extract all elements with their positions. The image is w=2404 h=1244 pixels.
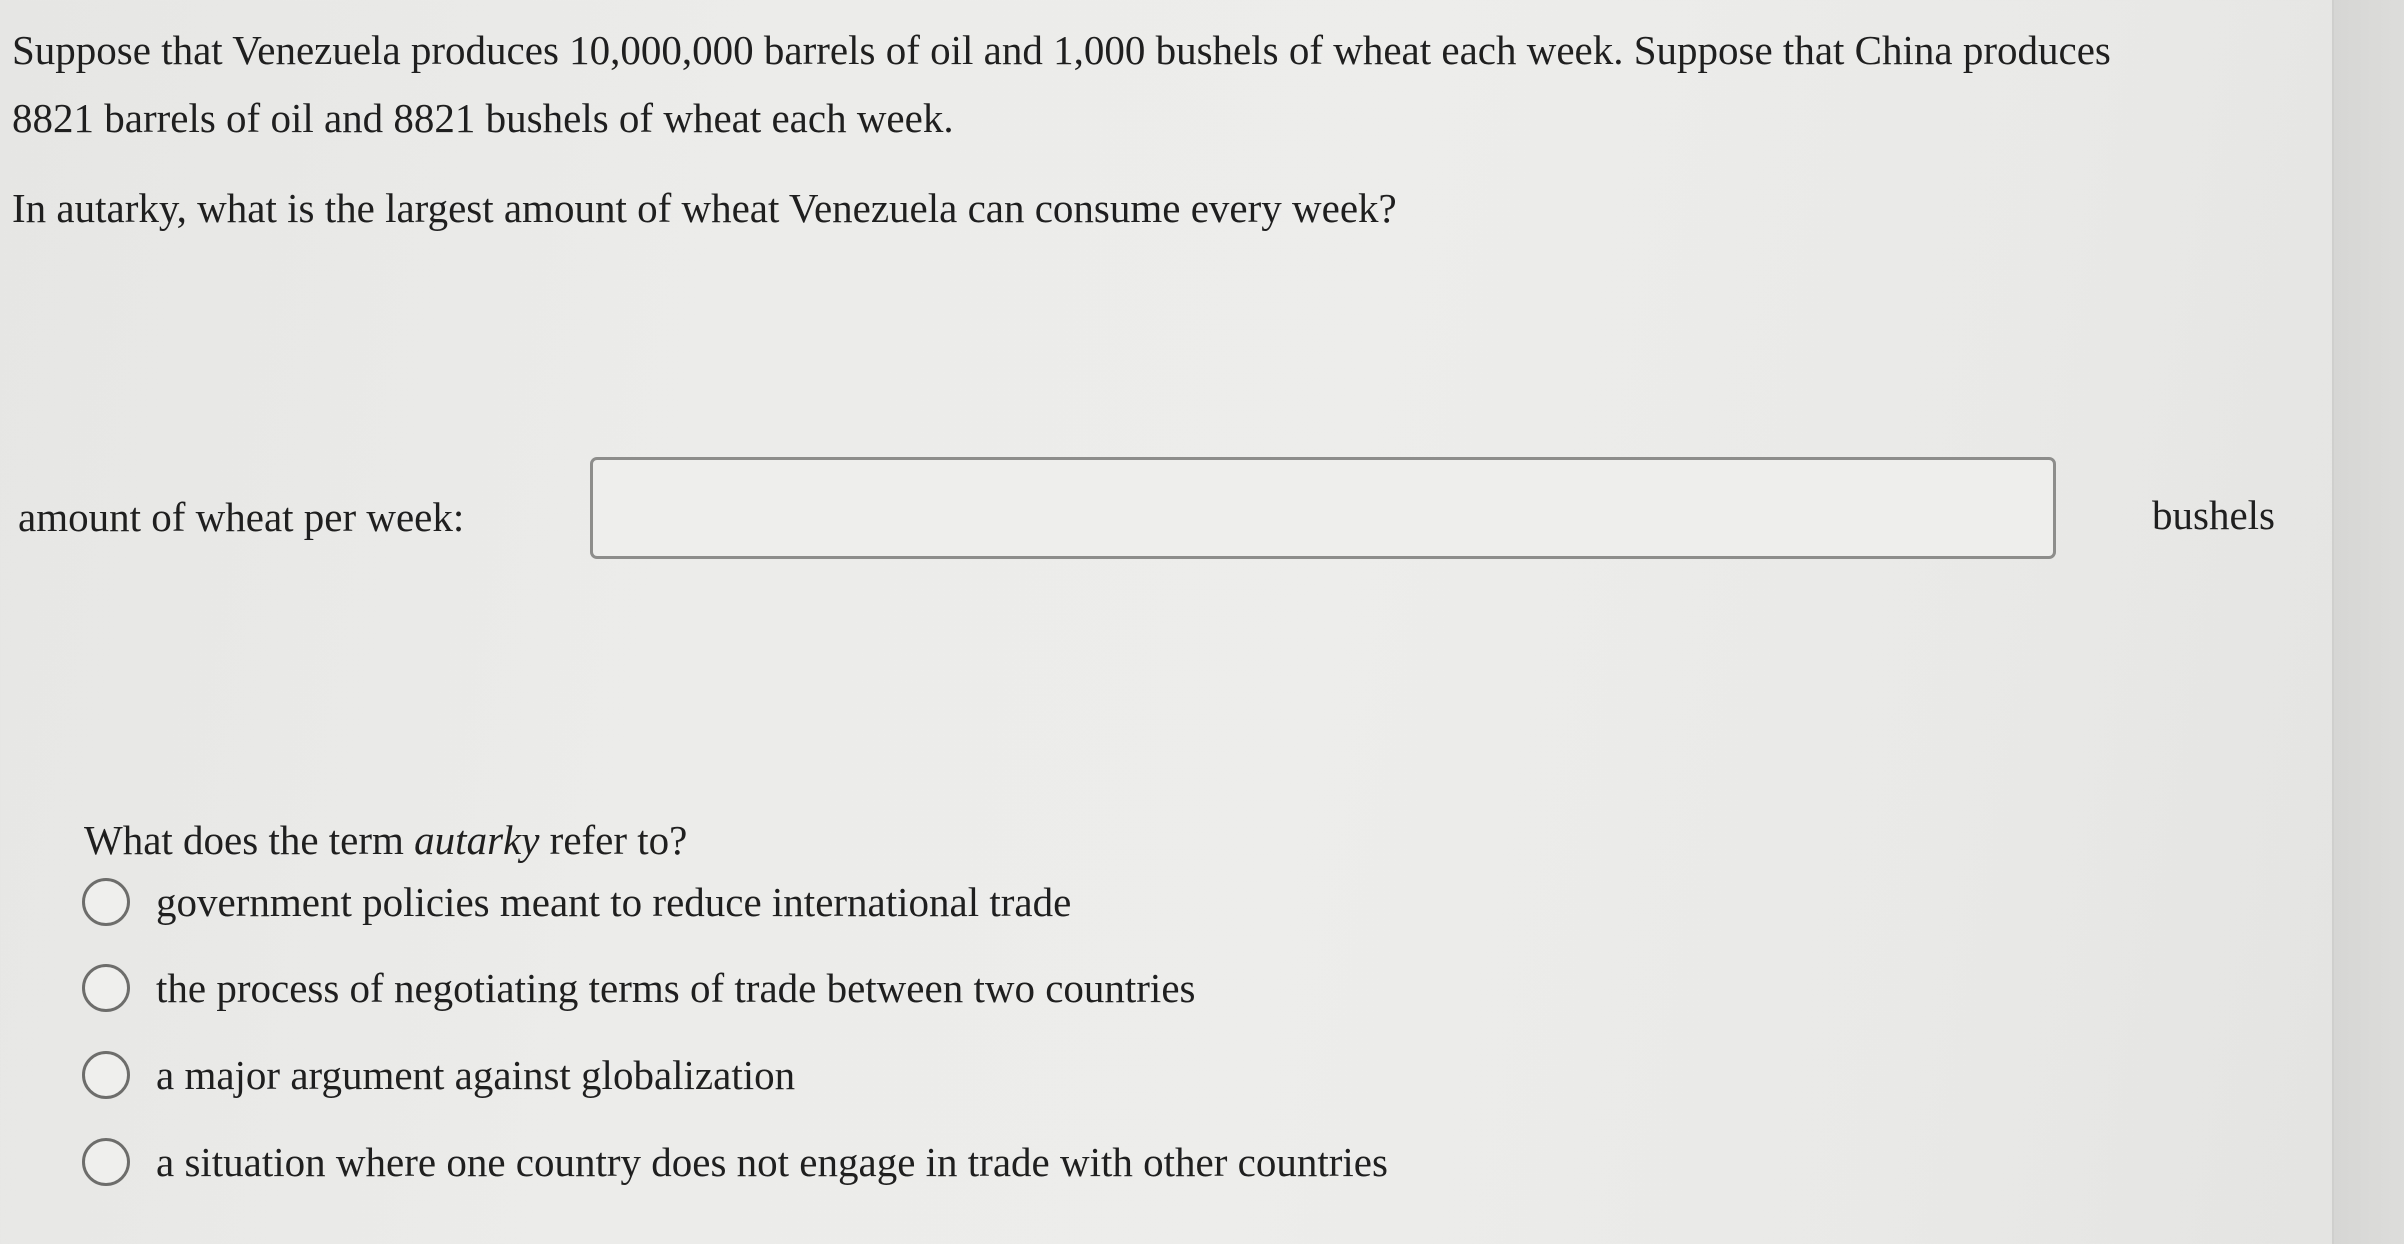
radio-button[interactable] <box>82 1138 130 1186</box>
radio-button[interactable] <box>82 1051 130 1099</box>
autarky-question-term: autarky <box>414 817 540 863</box>
problem-intro-line-1: Suppose that Venezuela produces 10,000,000 barrels of oil and 1,000 bushels of wheat each week. Suppose that China produces <box>12 27 2111 73</box>
autarky-question <box>84 815 687 865</box>
answer-option-label: the process of negotiating terms of trade between two countries <box>156 965 1196 1011</box>
answer-label: amount of wheat per week: <box>18 494 465 540</box>
problem-intro-line-2: 8821 barrels of oil and 8821 bushels of wheat each week. <box>12 95 954 141</box>
answer-option-4[interactable] <box>82 1132 1388 1192</box>
answer-option-2[interactable] <box>82 958 1195 1018</box>
wheat-amount-input[interactable] <box>590 457 2056 559</box>
answer-unit-label: bushels <box>2152 492 2275 538</box>
autarky-question-suffix: refer to? <box>539 817 688 863</box>
answer-option-label: a situation where one country does not engage in trade with other countries <box>156 1139 1388 1185</box>
answer-option-1[interactable] <box>82 872 1071 932</box>
radio-button[interactable] <box>82 964 130 1012</box>
radio-button[interactable] <box>82 878 130 926</box>
autarky-question-prefix: What does the term <box>84 817 415 863</box>
answer-option-label: government policies meant to reduce international trade <box>156 879 1072 925</box>
answer-option-label: a major argument against globalization <box>156 1052 796 1098</box>
right-edge-panel <box>2332 0 2404 1244</box>
answer-option-3[interactable] <box>82 1045 795 1105</box>
problem-question: In autarky, what is the largest amount of wheat Venezuela can consume every week? <box>12 185 1397 231</box>
